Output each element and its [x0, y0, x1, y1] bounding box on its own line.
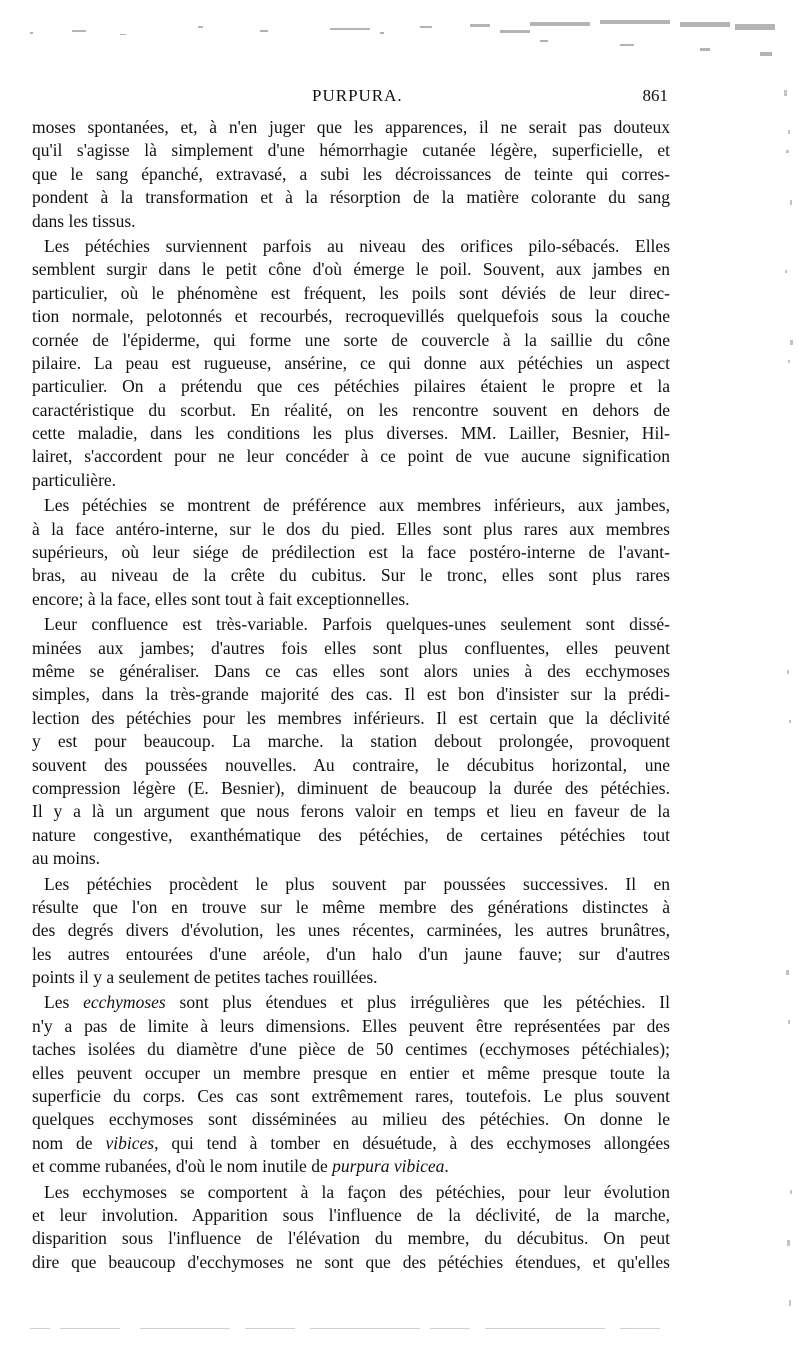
- text-line: résulte que l'on en trouve sur le même membre des générations distinctes à: [32, 896, 670, 917]
- text-line: qu'il s'agisse là simplement d'une hémorrhagie cutanée légère, superficielle, et: [32, 140, 670, 161]
- text-line: Les pétéchies procèdent le plus souvent par poussées successives. Il en: [44, 873, 670, 894]
- text-line: pondent à la transformation et à la résorption de la matière colorante du sang: [32, 187, 670, 208]
- text-line: particulière.: [32, 469, 117, 490]
- text-line: et leur involution. Apparition sous l'influence de la déclivité, de la marche,: [32, 1204, 670, 1225]
- text-line: au moins.: [32, 848, 101, 869]
- italic-term: purpura vibicea: [332, 1156, 445, 1177]
- text-line: disparition sous l'influence de l'élévation du membre, du décubitus. On peut: [32, 1228, 670, 1249]
- paragraph: [32, 613, 670, 870]
- text-line: y est pour beaucoup. La marche. la station debout prolongée, provoquent: [32, 731, 670, 752]
- running-title: PURPURA.: [312, 86, 403, 105]
- text-line: quelques ecchymoses sont disséminées au milieu des pétéchies. On donne le: [32, 1109, 670, 1130]
- scan-noise-top: [0, 0, 800, 72]
- page-number: 861: [642, 86, 668, 105]
- text-line: nom de vibices, qui tend à tomber en désuétude, à des ecchymoses allongées: [32, 1132, 670, 1153]
- body-text: [32, 116, 670, 1276]
- text-line: particulier, où le phénomène est fréquent, les poils sont déviés de leur direc-: [32, 282, 670, 303]
- text-line: cornée de l'épiderme, qui forme une sorte de couvercle à la saillie du cône: [32, 329, 670, 350]
- text-line: cette maladie, dans les conditions les plus diverses. MM. Lailler, Besnier, Hil-: [32, 423, 670, 444]
- text-line: lection des pétéchies pour les membres inférieurs. Il est certain que la déclivité: [32, 707, 670, 728]
- text-line: encore; à la face, elles sont tout à fait exceptionnelles.: [32, 588, 410, 609]
- text-line: Les pétéchies surviennent parfois au niveau des orifices pilo-sébacés. Elles: [44, 235, 670, 256]
- paragraph: [32, 235, 670, 492]
- text-line: elles peuvent occuper un membre presque en entier et même presque toute la: [32, 1062, 670, 1083]
- text-line: semblent surgir dans le petit cône d'où émerge le poil. Souvent, aux jambes en: [32, 259, 670, 280]
- text-line: à la face antéro-interne, sur le dos du pied. Elles sont plus rares aux membres: [32, 518, 670, 539]
- text-line: taches isolées du diamètre d'une pièce de 50 centimes (ecchymoses pétéchiales);: [32, 1039, 670, 1060]
- text-line: dire que beaucoup d'ecchymoses ne sont que des pétéchies étendues, et qu'elles: [32, 1251, 670, 1272]
- text-line: simples, dans la très-grande majorité des cas. Il est bon d'insister sur la prédi-: [32, 684, 670, 705]
- text-line: pilaire. La peau est rugueuse, ansérine, ce qui donne aux pétéchies un aspect: [32, 352, 670, 373]
- paragraph: [32, 494, 670, 611]
- text-line: bras, au niveau de la crête du cubitus. Sur le tronc, elles sont plus rares: [32, 565, 670, 586]
- text-line: n'y a pas de limite à leurs dimensions. Elles peuvent être représentées par des: [32, 1015, 670, 1036]
- text-line: même se généraliser. Dans ce cas elles sont alors unies à des ecchymoses: [32, 660, 670, 681]
- text-line: Leur confluence est très-variable. Parfois quelques-unes seulement sont dissé-: [44, 614, 670, 635]
- text-line: des degrés divers d'évolution, les unes récentes, carminées, les autres brunâtres,: [32, 920, 670, 941]
- text-line: et comme rubanées, d'où le nom inutile de purpura vibicea.: [32, 1156, 449, 1177]
- text-line: caractéristique du scorbut. En réalité, on les rencontre souvent en dehors de: [32, 399, 670, 420]
- text-line: Les pétéchies se montrent de préférence aux membres inférieurs, aux jambes,: [44, 495, 670, 516]
- italic-term: ecchymoses: [83, 992, 166, 1013]
- paragraph: [32, 116, 670, 233]
- scan-noise-right: [760, 80, 800, 1340]
- italic-term: vibices: [105, 1132, 155, 1153]
- text-line: lairet, s'accordent pour ne leur concéder à ce point de vue aucune signification: [32, 446, 670, 467]
- text-line: souvent des poussées nouvelles. Au contraire, le décubitus horizontal, une: [32, 754, 670, 775]
- text-line: superficie du corps. Ces cas sont extrêmement rares, toutefois. Le plus souvent: [32, 1086, 670, 1107]
- text-line: Les ecchymoses sont plus étendues et plus irrégulières que les pétéchies. Il: [44, 992, 670, 1013]
- running-head: [32, 86, 668, 114]
- text-line: compression légère (E. Besnier), diminuent de beaucoup la durée des pétéchies.: [32, 777, 670, 798]
- text-line: nature congestive, exanthématique des pétéchies, de certaines pétéchies tout: [32, 824, 670, 845]
- text-line: Les ecchymoses se comportent à la façon des pétéchies, pour leur évolution: [44, 1181, 670, 1202]
- text-line: dans les tissus.: [32, 210, 136, 231]
- text-line: les autres entourées d'une aréole, d'un halo d'un jaune fauve; sur d'autres: [32, 943, 670, 964]
- text-line: Il y a là un argument que nous ferons valoir en temps et lieu en faveur de la: [32, 801, 670, 822]
- text-line: minées aux jambes; d'autres fois elles sont plus confluentes, elles peuvent: [32, 637, 670, 658]
- paragraph: [32, 873, 670, 990]
- text-line: moses spontanées, et, à n'en juger que les apparences, il ne serait pas douteux: [32, 117, 670, 137]
- footer-scan-dots: [30, 1326, 670, 1332]
- paragraph: [32, 1181, 670, 1275]
- text-line: que le sang épanché, extravasé, a subi les décroissances de teinte qui corres-: [32, 163, 670, 184]
- text-line: tion normale, pelotonnés et recourbés, recroquevillés quelquefois sous la couche: [32, 306, 670, 327]
- text-line: supérieurs, où leur siége de prédilection est la face postéro-interne de l'avant-: [32, 542, 670, 563]
- text-line: points il y a seulement de petites taches rouillées.: [32, 967, 378, 988]
- text-line: particulier. On a prétendu que ces pétéchies pilaires étaient le propre et la: [32, 376, 670, 397]
- paragraph: [32, 991, 670, 1178]
